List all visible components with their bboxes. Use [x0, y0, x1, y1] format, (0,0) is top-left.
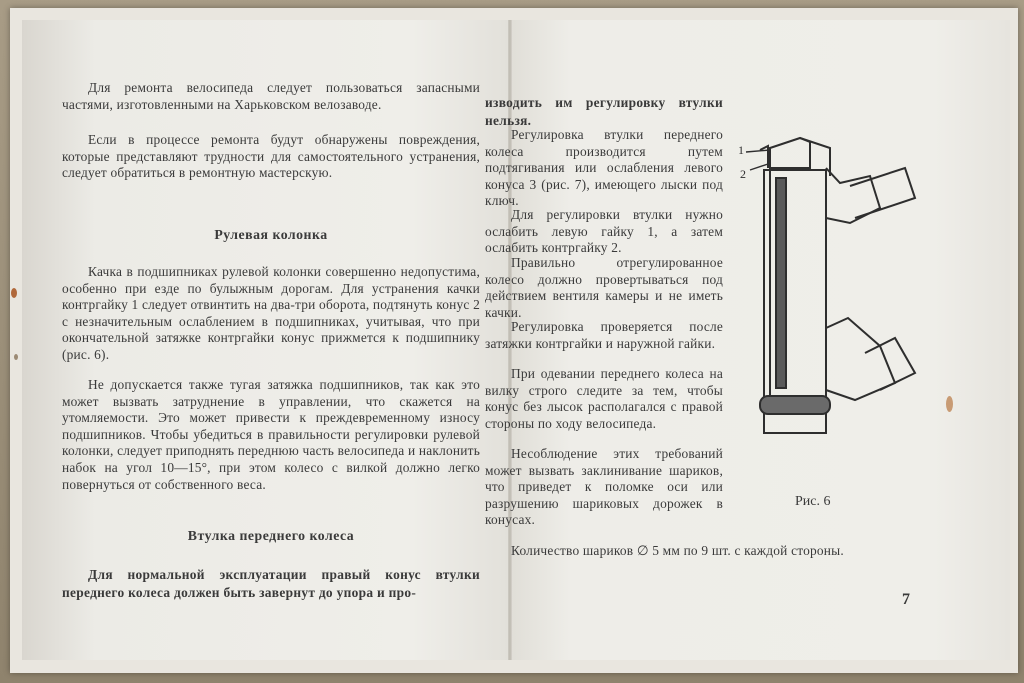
figure-label: 2 — [740, 167, 746, 181]
paragraph: изводить им регулировку втулки нельзя. — [485, 95, 723, 128]
paragraph: Качка в подшипниках рулевой колонки совершенно недопустима, особенно при езде по булыжным дорогам. Для устранения качки контргайку 1 следует отвинтить на два-три оборота, подтянуть конус 2 с незначительным ослаблением в подшипниках, учитывая, что при окончательной затяжке контргайки конус прижмется к подшипнику (рис. 6). — [62, 264, 480, 362]
paragraph: Несоблюдение этих требований может вызвать заклинивание шариков, что приведет к поломке оси или разрушению шариковых дорожек в конусах. — [485, 446, 723, 528]
paragraph: Регулировка втулки переднего колеса производится путем подтягивания или ослабления левого конуса 3 (рис. 7), имеющего лыски под ключ. — [485, 127, 723, 209]
paragraph: Регулировка проверяется после затяжки контргайки и наружной гайки. — [485, 319, 723, 351]
paragraph: Количество шариков ∅ 5 мм по 9 шт. с каждой стороны. — [511, 543, 844, 558]
section-heading: Втулка переднего колеса — [187, 528, 355, 543]
paragraph: Не допускается также тугая затяжка подшипников, так как это может вызвать затруднение в управлении, что скажется на утомляемости. Это может привести к преждевременному износу подшипников. Чтобы убедиться в правильности регулировки рулевой колонки, следует приподнять переднюю часть велосипеда и наклонить набок на угол 10—15°, при этом колесо с вилкой должно легко повернуться от собственного веса. — [62, 377, 480, 492]
page-number: 7 — [902, 591, 910, 608]
paragraph: Для нормальной эксплуатации правый конус втулки переднего колеса должен быть завернут до упора и про- — [62, 567, 480, 600]
paragraph: Для регулировки втулки нужно ослабить левую гайку 1, а затем ослабить контргайку 2. — [485, 207, 723, 256]
paragraph: При одевании переднего колеса на вилку строго следите за тем, чтобы конус без лысок располагался с правой стороны по ходу велосипеда. — [485, 366, 723, 431]
rust-stain — [946, 396, 953, 412]
paragraph: Если в процессе ремонта будут обнаружены повреждения, которые представляют трудности для самостоятельного устранения, следует обратиться в ремонтную мастерскую. — [62, 132, 480, 181]
figure-label: 1 — [738, 143, 744, 157]
rust-stain — [11, 288, 17, 298]
figure-caption: Рис. 6 — [795, 494, 831, 509]
section-heading: Рулевая колонка — [214, 227, 328, 242]
rust-stain — [14, 354, 18, 360]
paragraph: Правильно отрегулированное колесо должно провертываться под действием вентиля камеры и не иметь качки. — [485, 255, 723, 320]
paragraph: Для ремонта велосипеда следует пользоваться запасными частями, изготовленными на Харьковском велозаводе. — [62, 80, 480, 112]
steering-column-figure — [730, 128, 920, 468]
